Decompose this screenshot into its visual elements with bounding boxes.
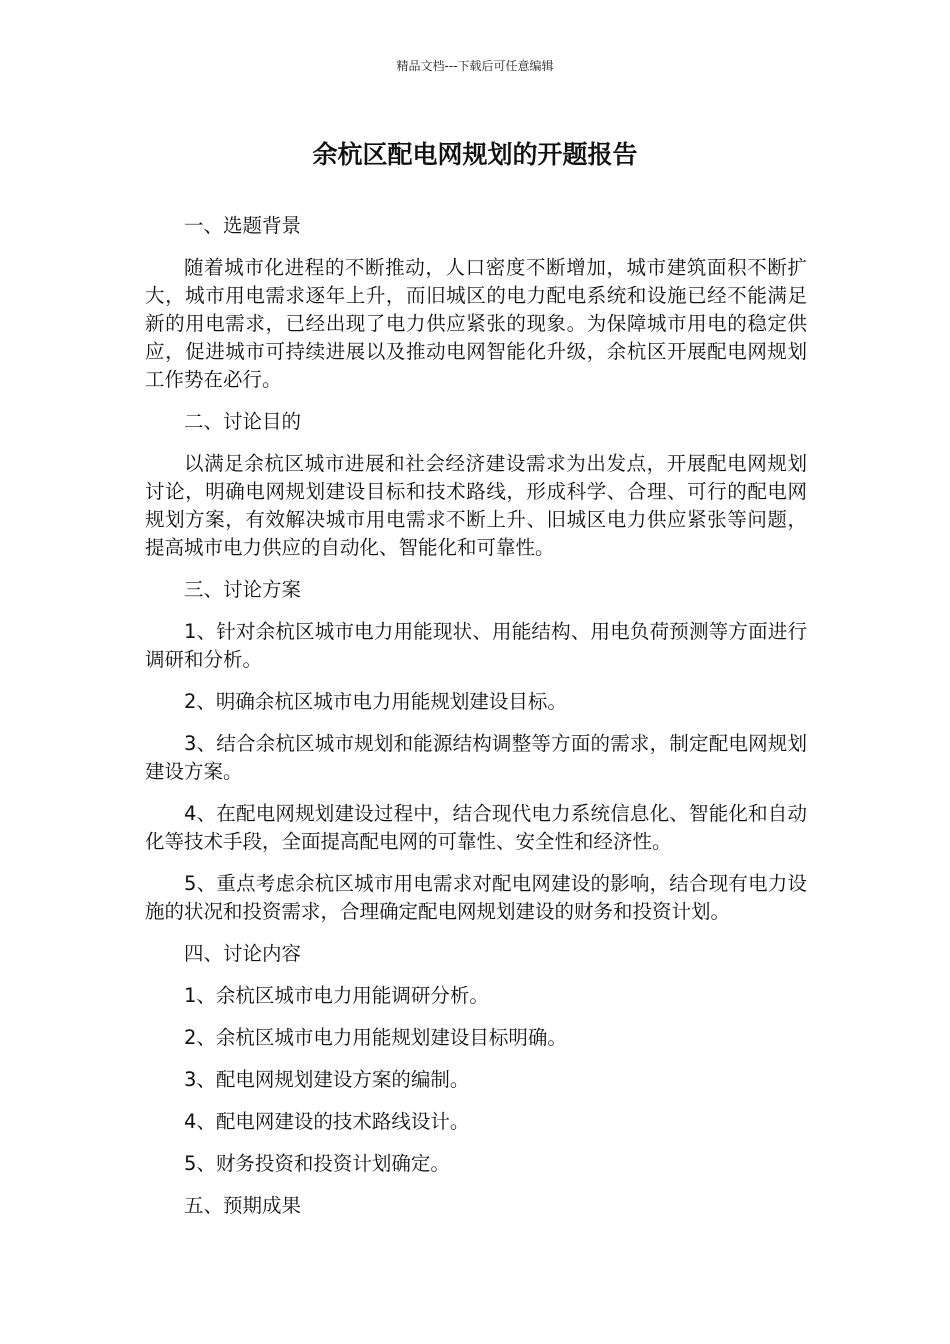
plan-item: 4、在配电网规划建设过程中，结合现代电力系统信息化、智能化和自动化等技术手段，全面提高配电网的可靠性、安全性和经济性。 [145,802,807,853]
plan-item: 1、针对余杭区城市电力用能现状、用能结构、用电负荷预测等方面进行调研和分析。 [145,620,807,671]
content-item: 1、余杭区城市电力用能调研分析。 [184,984,489,1007]
document-title: 余杭区配电网规划的开题报告 [312,140,638,169]
document-body [145,212,807,1234]
plan-item: 2、明确余杭区城市电力用能规划建设目标。 [184,690,567,713]
section-heading-content: 四、讨论内容 [184,942,302,965]
section-heading-purpose: 二、讨论目的 [184,410,302,433]
section-heading-background: 一、选题背景 [184,214,302,237]
section-body-background: 随着城市化进程的不断推动，人口密度不断增加，城市建筑面积不断扩大，城市用电需求逐年上升，而旧城区的电力配电系统和设施已经不能满足新的用电需求，已经出现了电力供应紧张的现象。为保障城市用电的稳定供应，促进城市可持续进展以及推动电网智能化升级，余杭区开展配电网规划工作势在必行。 [145,256,807,391]
section-heading-plan: 三、讨论方案 [184,578,302,601]
content-item: 5、财务投资和投资计划确定。 [184,1152,450,1175]
section-body-purpose: 以满足余杭区城市进展和社会经济建设需求为出发点，开展配电网规划讨论，明确电网规划建设目标和技术路线，形成科学、合理、可行的配电网规划方案，有效解决城市用电需求不断上升、旧城区电力供应紧张等问题，提高城市电力供应的自动化、智能化和可靠性。 [145,452,807,559]
content-item: 4、配电网建设的技术路线设计。 [184,1110,470,1133]
content-item: 2、余杭区城市电力用能规划建设目标明确。 [184,1026,567,1049]
header-note: 精品文档---下载后可任意编辑 [396,59,554,73]
content-item: 3、配电网规划建设方案的编制。 [184,1068,470,1091]
plan-item: 5、重点考虑余杭区城市用电需求对配电网建设的影响，结合现有电力设施的状况和投资需求，合理确定配电网规划建设的财务和投资计划。 [145,872,807,923]
section-heading-expected-results: 五、预期成果 [184,1194,302,1217]
plan-item: 3、结合余杭区城市规划和能源结构调整等方面的需求，制定配电网规划建设方案。 [145,732,807,783]
